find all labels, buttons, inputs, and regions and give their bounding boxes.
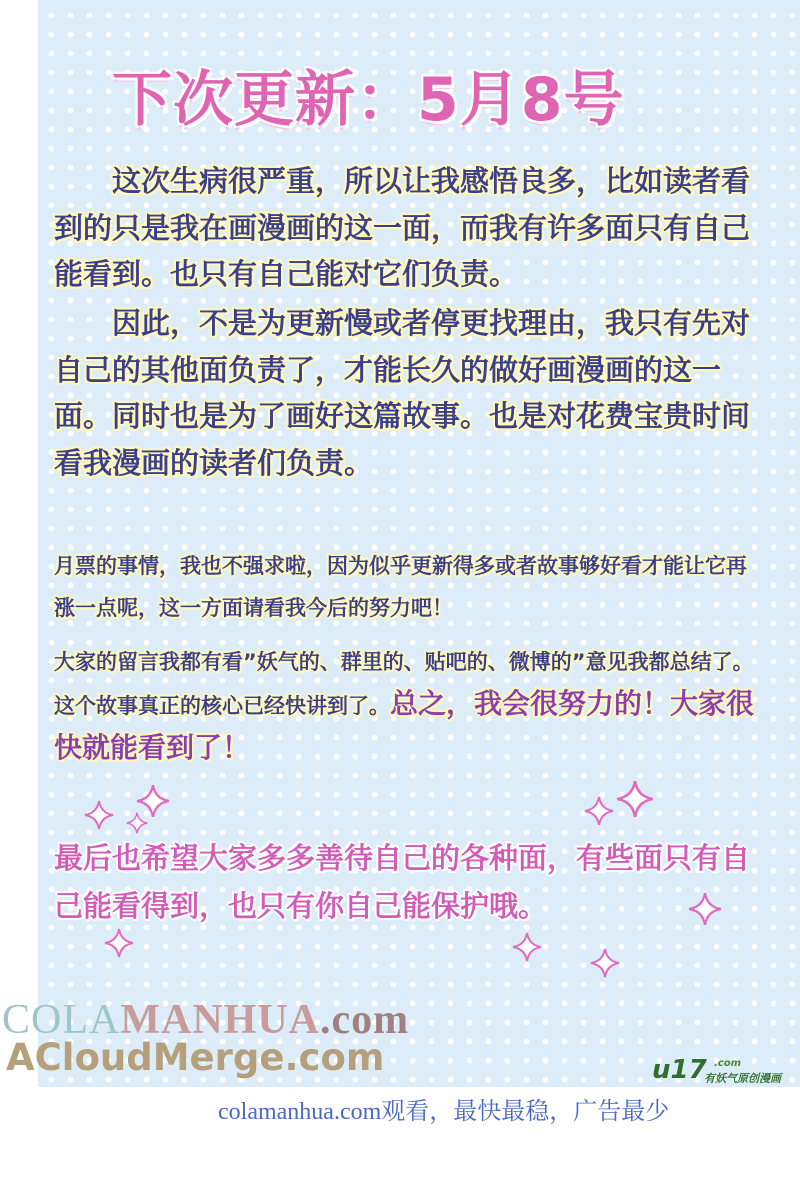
sparkle-icon — [84, 800, 114, 830]
note-comments-text: 大家的留言我都有看”妖气的、群里的、贴吧的、微博的”意见我都总结了。这个故事真正的核心已经快讲到了。 — [54, 650, 754, 718]
u17-logo-mark: u17 — [652, 1055, 707, 1085]
u17-logo-dotcom: .com — [714, 1058, 742, 1069]
note-monthly-ticket: 月票的事情，我也不强求啦，因为似乎更新得多或者故事够好看才能让它再涨一点呢，这一方面请看我今后的努力吧！ — [54, 554, 747, 620]
closing-paragraph: 最后也希望大家多多善待自己的各种面，有些面只有自己能看得到，也只有你自己能保护哦。 — [54, 841, 751, 923]
watermark-manhua: MANHUA — [120, 997, 320, 1043]
sparkle-icon — [104, 928, 134, 958]
watermark-dotcom: .com — [319, 997, 410, 1043]
note-emphasis: 总之，我会很努力的！大家很快就能看到了！ — [54, 687, 755, 764]
footer-link[interactable]: colamanhua.com观看，最快最稳，广告最少 — [218, 1099, 670, 1125]
sparkle-icon — [126, 812, 148, 834]
sparkle-icon — [584, 796, 614, 826]
paragraph-2 — [54, 300, 760, 486]
note-comments — [54, 641, 760, 771]
acloudmerge-watermark: ACloudMerge.com — [6, 1036, 385, 1079]
watermark-cola: COLA — [2, 997, 121, 1043]
u17-logo — [652, 1055, 781, 1085]
paragraph-2-text: 因此，不是为更新慢或者停更找理由，我只有先对自己的其他面负责了，才能长久的做好画漫画的这一面。同时也是为了画好这篇故事。也是对花费宝贵时间看我漫画的读者们负责。 — [54, 306, 751, 480]
page-title: 下次更新：5月8号 — [112, 65, 625, 135]
paragraph-1 — [54, 158, 760, 298]
sparkle-icon — [688, 892, 722, 926]
sparkle-icon — [590, 948, 620, 978]
sparkle-icon — [512, 932, 542, 962]
sparkle-icon — [616, 780, 654, 818]
paragraph-1-text: 这次生病很严重，所以让我感悟良多，比如读者看到的只是我在画漫画的这一面，而我有许多面只有自己能看到。也只有自己能对它们负责。 — [54, 164, 751, 291]
u17-tagline: 有妖气原创漫画 — [704, 1072, 781, 1085]
